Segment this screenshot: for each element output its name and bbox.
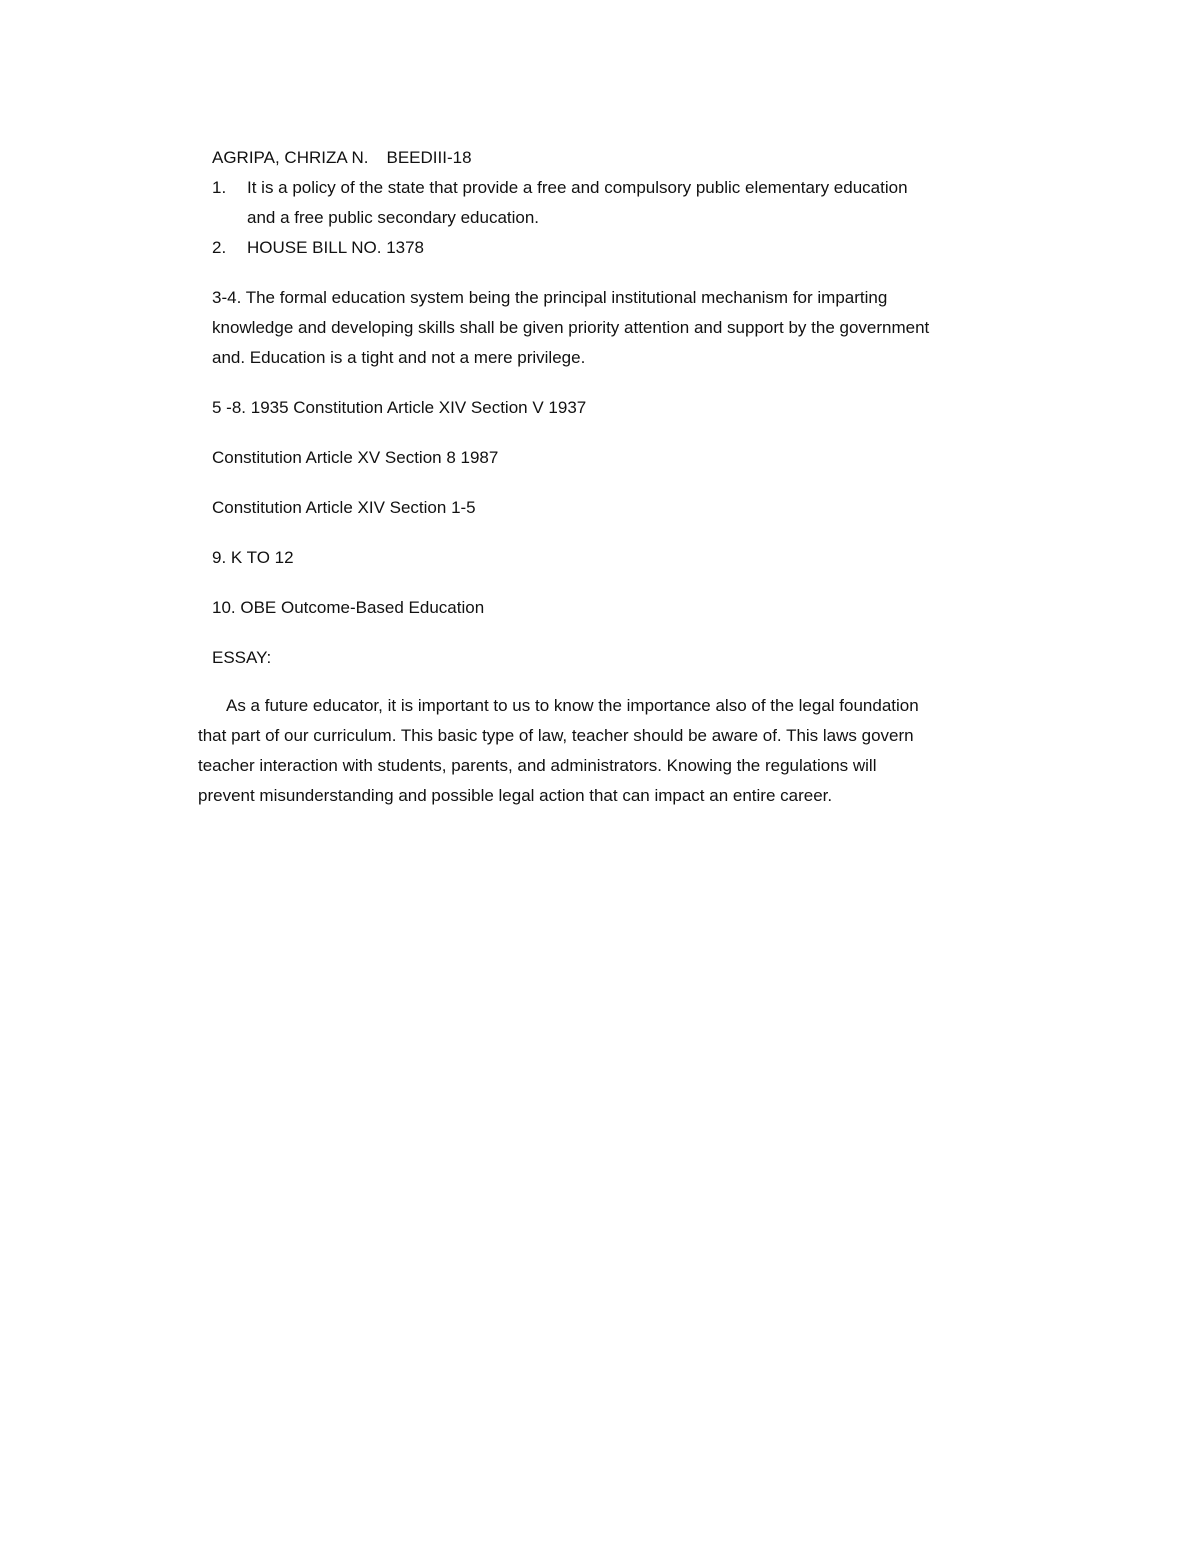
- answer-10: 10. OBE Outcome-Based Education: [212, 598, 485, 617]
- essay-line: that part of our curriculum. This basic type of law, teacher should be aware of. This laws govern: [198, 726, 914, 745]
- answer-9: 9. K TO 12: [212, 548, 294, 567]
- answer-5-8-line1: 5 -8. 1935 Constitution Article XIV Section V 1937: [212, 398, 587, 417]
- student-name: AGRIPA, CHRIZA N.: [212, 148, 369, 167]
- item-text-line: HOUSE BILL NO. 1378: [247, 238, 425, 257]
- paragraph-line: knowledge and developing skills shall be given priority attention and support by the government: [212, 318, 930, 337]
- item-number: 1.: [212, 178, 227, 197]
- student-section: BEEDIII-18: [386, 148, 472, 167]
- essay-line: prevent misunderstanding and possible legal action that can impact an entire career.: [198, 786, 833, 805]
- paragraph-line: 3-4. The formal education system being the principal institutional mechanism for imparting: [212, 288, 888, 307]
- essay-heading: ESSAY:: [212, 648, 272, 667]
- list-item: [212, 173, 1062, 233]
- essay-paragraph: [198, 691, 1062, 811]
- item-text-line: and a free public secondary education.: [247, 208, 540, 227]
- answer-5-8-line2: Constitution Article XV Section 8 1987: [212, 448, 499, 467]
- student-header: [212, 143, 1062, 173]
- list-item: [212, 233, 1062, 263]
- item-number: 2.: [212, 238, 227, 257]
- essay-line: teacher interaction with students, parents, and administrators. Knowing the regulations will: [198, 756, 877, 775]
- paragraph-line: and. Education is a tight and not a mere privilege.: [212, 348, 586, 367]
- essay-line: As a future educator, it is important to us to know the importance also of the legal foundation: [226, 696, 919, 715]
- document-body: [198, 143, 1062, 811]
- item-text-line: It is a policy of the state that provide a free and compulsory public elementary education: [247, 178, 908, 197]
- answer-3-4: [212, 283, 1062, 373]
- answer-list: [212, 173, 1062, 263]
- answer-5-8-line3: Constitution Article XIV Section 1-5: [212, 498, 476, 517]
